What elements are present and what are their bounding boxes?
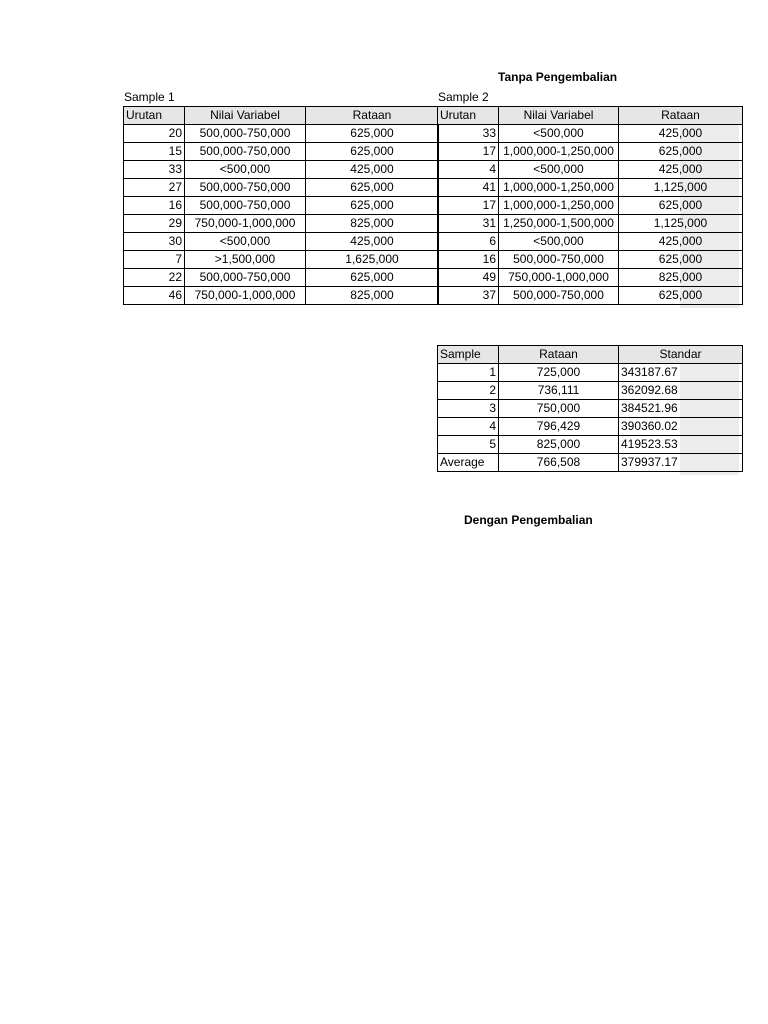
table-row <box>438 143 743 161</box>
standar-cell: 419523.53 <box>619 436 743 454</box>
sample-2-table <box>437 106 743 305</box>
nilai-variabel-cell: <500,000 <box>499 233 619 251</box>
urutan-cell: 17 <box>438 143 499 161</box>
urutan-cell: 37 <box>438 287 499 305</box>
nilai-variabel-cell: 500,000-750,000 <box>185 125 306 143</box>
column-header: Standar <box>619 346 743 364</box>
nilai-variabel-cell: <500,000 <box>185 161 306 179</box>
urutan-cell: 7 <box>124 251 185 269</box>
rataan-cell: 625,000 <box>306 269 439 287</box>
nilai-variabel-cell: 500,000-750,000 <box>185 179 306 197</box>
rataan-cell: 625,000 <box>306 179 439 197</box>
table-header-row <box>438 346 743 364</box>
urutan-cell: 16 <box>124 197 185 215</box>
nilai-variabel-cell: 750,000-1,000,000 <box>185 287 306 305</box>
nilai-variabel-cell: 500,000-750,000 <box>499 251 619 269</box>
urutan-cell: 33 <box>438 125 499 143</box>
rataan-cell: 750,000 <box>499 400 619 418</box>
standar-cell: 384521.96 <box>619 400 743 418</box>
column-header: Rataan <box>499 346 619 364</box>
urutan-cell: 30 <box>124 233 185 251</box>
sample-number-cell: 2 <box>438 382 499 400</box>
table-row <box>124 161 439 179</box>
table-row <box>438 287 743 305</box>
table-row <box>124 251 439 269</box>
rataan-cell: 425,000 <box>619 161 743 179</box>
rataan-cell: 1,625,000 <box>306 251 439 269</box>
standar-cell: 343187.67 <box>619 364 743 382</box>
nilai-variabel-cell: 1,000,000-1,250,000 <box>499 197 619 215</box>
title-dengan-pengembalian: Dengan Pengembalian <box>464 513 593 527</box>
nilai-variabel-cell: 500,000-750,000 <box>499 287 619 305</box>
table-row <box>438 161 743 179</box>
urutan-cell: 46 <box>124 287 185 305</box>
rataan-cell: 625,000 <box>306 143 439 161</box>
urutan-cell: 4 <box>438 161 499 179</box>
urutan-cell: 6 <box>438 233 499 251</box>
column-header: Urutan <box>124 107 185 125</box>
table-row <box>438 364 743 382</box>
table-row <box>438 436 743 454</box>
urutan-cell: 29 <box>124 215 185 233</box>
average-standar-cell: 379937.17 <box>619 454 743 472</box>
column-header: Nilai Variabel <box>499 107 619 125</box>
sample-2-viewport <box>437 106 708 310</box>
table-row <box>438 382 743 400</box>
table-row <box>124 197 439 215</box>
table-row <box>438 233 743 251</box>
nilai-variabel-cell: <500,000 <box>499 125 619 143</box>
standar-cell: 362092.68 <box>619 382 743 400</box>
rataan-cell: 825,000 <box>619 269 743 287</box>
table-row <box>438 197 743 215</box>
urutan-cell: 17 <box>438 197 499 215</box>
rataan-cell: 625,000 <box>619 287 743 305</box>
rataan-cell: 625,000 <box>619 143 743 161</box>
rataan-cell: 425,000 <box>619 125 743 143</box>
rataan-cell: 736,111 <box>499 382 619 400</box>
nilai-variabel-cell: 500,000-750,000 <box>185 143 306 161</box>
title-tanpa-pengembalian: Tanpa Pengembalian <box>498 70 618 84</box>
column-header: Sample <box>438 346 499 364</box>
table-row <box>124 143 439 161</box>
sample-number-cell: 3 <box>438 400 499 418</box>
average-row <box>438 454 743 472</box>
nilai-variabel-cell: 500,000-750,000 <box>185 197 306 215</box>
table-header-row <box>124 107 439 125</box>
table-row <box>124 233 439 251</box>
urutan-cell: 22 <box>124 269 185 287</box>
sample-number-cell: 1 <box>438 364 499 382</box>
summary-table <box>437 345 743 472</box>
urutan-cell: 33 <box>124 161 185 179</box>
sample-number-cell: 5 <box>438 436 499 454</box>
urutan-cell: 15 <box>124 143 185 161</box>
rataan-cell: 825,000 <box>306 215 439 233</box>
rataan-cell: 796,429 <box>499 418 619 436</box>
nilai-variabel-cell: 500,000-750,000 <box>185 269 306 287</box>
rataan-cell: 625,000 <box>619 197 743 215</box>
table-row <box>124 125 439 143</box>
nilai-variabel-cell: <500,000 <box>499 161 619 179</box>
sample-1-table <box>123 106 439 305</box>
nilai-variabel-cell: 1,250,000-1,500,000 <box>499 215 619 233</box>
table-row <box>438 125 743 143</box>
urutan-cell: 31 <box>438 215 499 233</box>
rataan-cell: 625,000 <box>619 251 743 269</box>
rataan-cell: 1,125,000 <box>619 215 743 233</box>
table-row <box>438 269 743 287</box>
nilai-variabel-cell: >1,500,000 <box>185 251 306 269</box>
rataan-cell: 825,000 <box>499 436 619 454</box>
nilai-variabel-cell: 1,000,000-1,250,000 <box>499 179 619 197</box>
urutan-cell: 20 <box>124 125 185 143</box>
nilai-variabel-cell: 1,000,000-1,250,000 <box>499 143 619 161</box>
urutan-cell: 16 <box>438 251 499 269</box>
nilai-variabel-cell: 750,000-1,000,000 <box>185 215 306 233</box>
column-header: Rataan <box>306 107 439 125</box>
column-header: Urutan <box>438 107 499 125</box>
standar-cell: 390360.02 <box>619 418 743 436</box>
sample-number-cell: 4 <box>438 418 499 436</box>
table-row <box>438 400 743 418</box>
summary-viewport <box>437 345 702 476</box>
rataan-cell: 425,000 <box>306 161 439 179</box>
table-row <box>438 215 743 233</box>
sample-2-label: Sample 2 <box>438 90 489 104</box>
rataan-cell: 625,000 <box>306 197 439 215</box>
urutan-cell: 27 <box>124 179 185 197</box>
table-row <box>124 215 439 233</box>
rataan-cell: 425,000 <box>619 233 743 251</box>
rataan-cell: 625,000 <box>306 125 439 143</box>
rataan-cell: 1,125,000 <box>619 179 743 197</box>
urutan-cell: 41 <box>438 179 499 197</box>
table-row <box>124 179 439 197</box>
nilai-variabel-cell: 750,000-1,000,000 <box>499 269 619 287</box>
nilai-variabel-cell: <500,000 <box>185 233 306 251</box>
table-row <box>124 269 439 287</box>
table-header-row <box>438 107 743 125</box>
rataan-cell: 725,000 <box>499 364 619 382</box>
average-label-cell: Average <box>438 454 499 472</box>
column-header: Nilai Variabel <box>185 107 306 125</box>
urutan-cell: 49 <box>438 269 499 287</box>
column-header: Rataan <box>619 107 743 125</box>
table-row <box>438 251 743 269</box>
table-row <box>438 418 743 436</box>
rataan-cell: 825,000 <box>306 287 439 305</box>
table-row <box>438 179 743 197</box>
table-row <box>124 287 439 305</box>
sample-1-label: Sample 1 <box>124 90 175 104</box>
rataan-cell: 425,000 <box>306 233 439 251</box>
average-rataan-cell: 766,508 <box>499 454 619 472</box>
